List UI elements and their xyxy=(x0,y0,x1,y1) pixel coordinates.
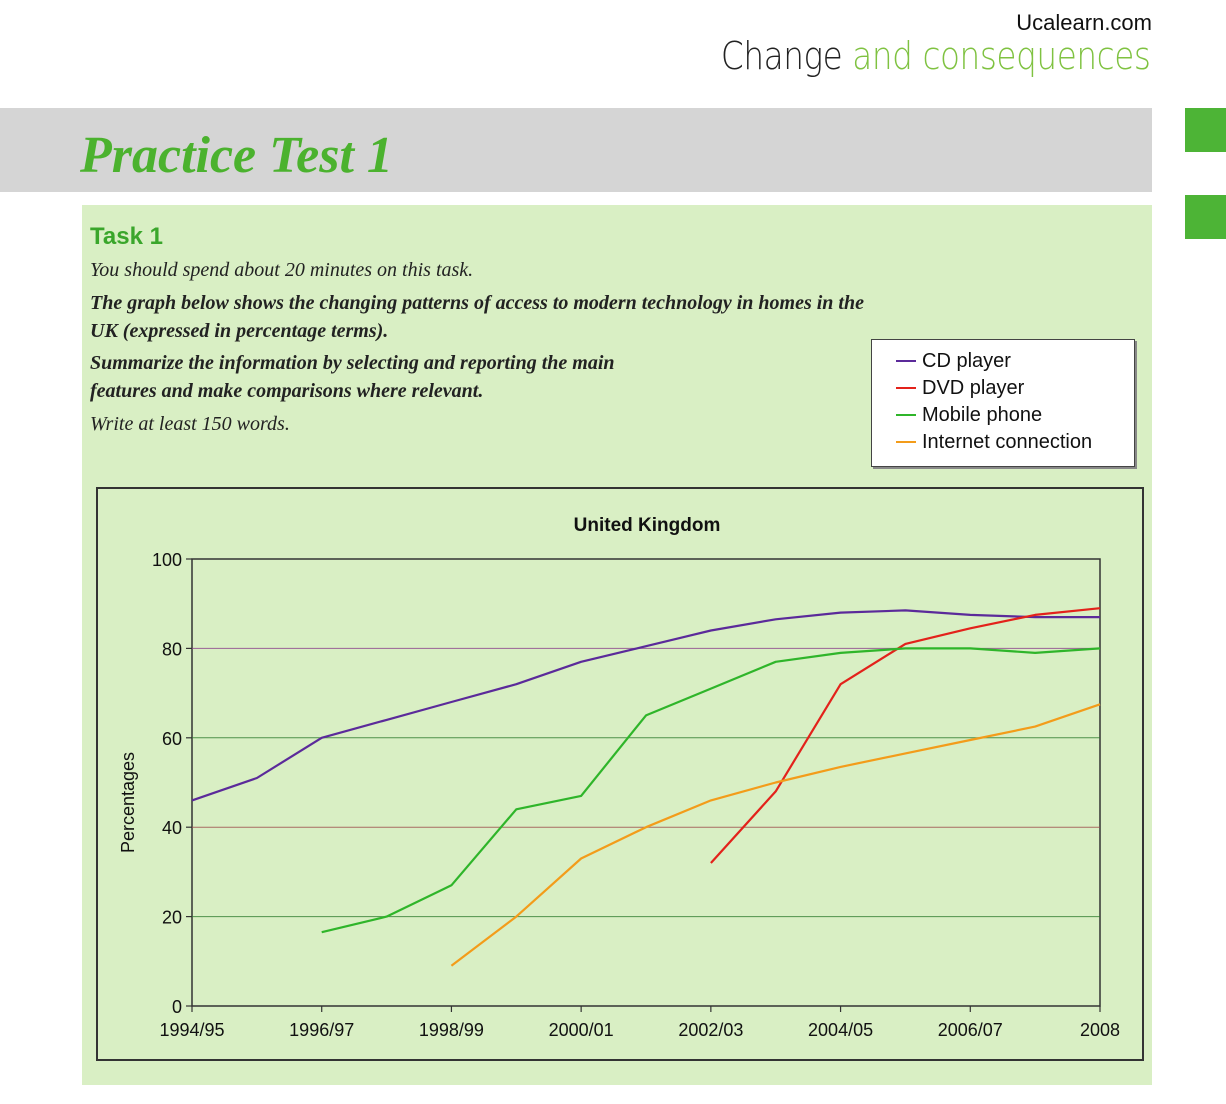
y-tick-label: 0 xyxy=(171,997,182,1017)
chart-frame xyxy=(96,487,1144,1061)
task-box xyxy=(82,205,1152,1085)
task-title: Task 1 xyxy=(90,223,163,250)
y-tick-label: 80 xyxy=(161,639,182,660)
chart-legend xyxy=(871,339,1135,467)
x-tick-label: 2002/03 xyxy=(678,1020,744,1040)
legend-item-cd xyxy=(896,348,1011,374)
legend-swatch-cd xyxy=(896,360,916,362)
x-tick-label: 2008 xyxy=(1079,1020,1121,1040)
chapter-word-1: Change xyxy=(720,34,842,78)
plot-area xyxy=(192,559,1100,1006)
site-name: Ucalearn.com xyxy=(1016,10,1152,35)
chart-title: United Kingdom xyxy=(573,515,721,536)
legend-label-internet: Internet connection xyxy=(922,430,1093,453)
legend-swatch-mobile xyxy=(896,414,916,416)
x-tick-label: 2004/05 xyxy=(808,1020,874,1040)
x-tick-label: 2000/01 xyxy=(548,1020,614,1040)
y-tick-label: 100 xyxy=(151,550,182,570)
y-tick-label: 20 xyxy=(161,907,182,928)
y-tick-label: 40 xyxy=(161,818,182,839)
side-tab-1 xyxy=(1185,108,1226,152)
legend-swatch-internet xyxy=(896,441,916,443)
x-tick-label: 1996/97 xyxy=(289,1020,355,1040)
legend-swatch-dvd xyxy=(896,387,916,389)
chapter-title xyxy=(720,34,1150,78)
legend-label-dvd: DVD player xyxy=(922,376,1025,399)
instruction-line-1: Summarize the information by selecting and reporting the main xyxy=(90,352,615,374)
page-title: Practice Test 1 xyxy=(80,127,393,184)
time-note: You should spend about 20 minutes on this task. xyxy=(90,259,474,281)
legend-item-internet xyxy=(896,429,1092,455)
y-tick-label: 60 xyxy=(161,728,182,749)
prompt-line-1: The graph below shows the changing patterns of access to modern technology in homes in the xyxy=(90,292,864,314)
x-tick-label: 2006/07 xyxy=(937,1020,1003,1040)
legend-label-mobile: Mobile phone xyxy=(922,403,1043,426)
word-note: Write at least 150 words. xyxy=(90,413,290,435)
legend-label-cd: CD player xyxy=(922,349,1011,372)
prompt-line-2: UK (expressed in percentage terms). xyxy=(90,320,389,342)
legend-item-dvd xyxy=(896,375,1024,401)
legend-item-mobile xyxy=(896,402,1042,428)
instruction-line-2: features and make comparisons where relevant. xyxy=(90,380,484,402)
title-banner xyxy=(0,108,1152,192)
chapter-word-2: and consequences xyxy=(851,34,1150,78)
y-axis-label: Percentages xyxy=(118,751,138,854)
side-tab-2 xyxy=(1185,195,1226,239)
x-tick-label: 1994/95 xyxy=(159,1020,225,1040)
x-tick-label: 1998/99 xyxy=(418,1020,484,1040)
line-chart xyxy=(98,489,1142,1059)
